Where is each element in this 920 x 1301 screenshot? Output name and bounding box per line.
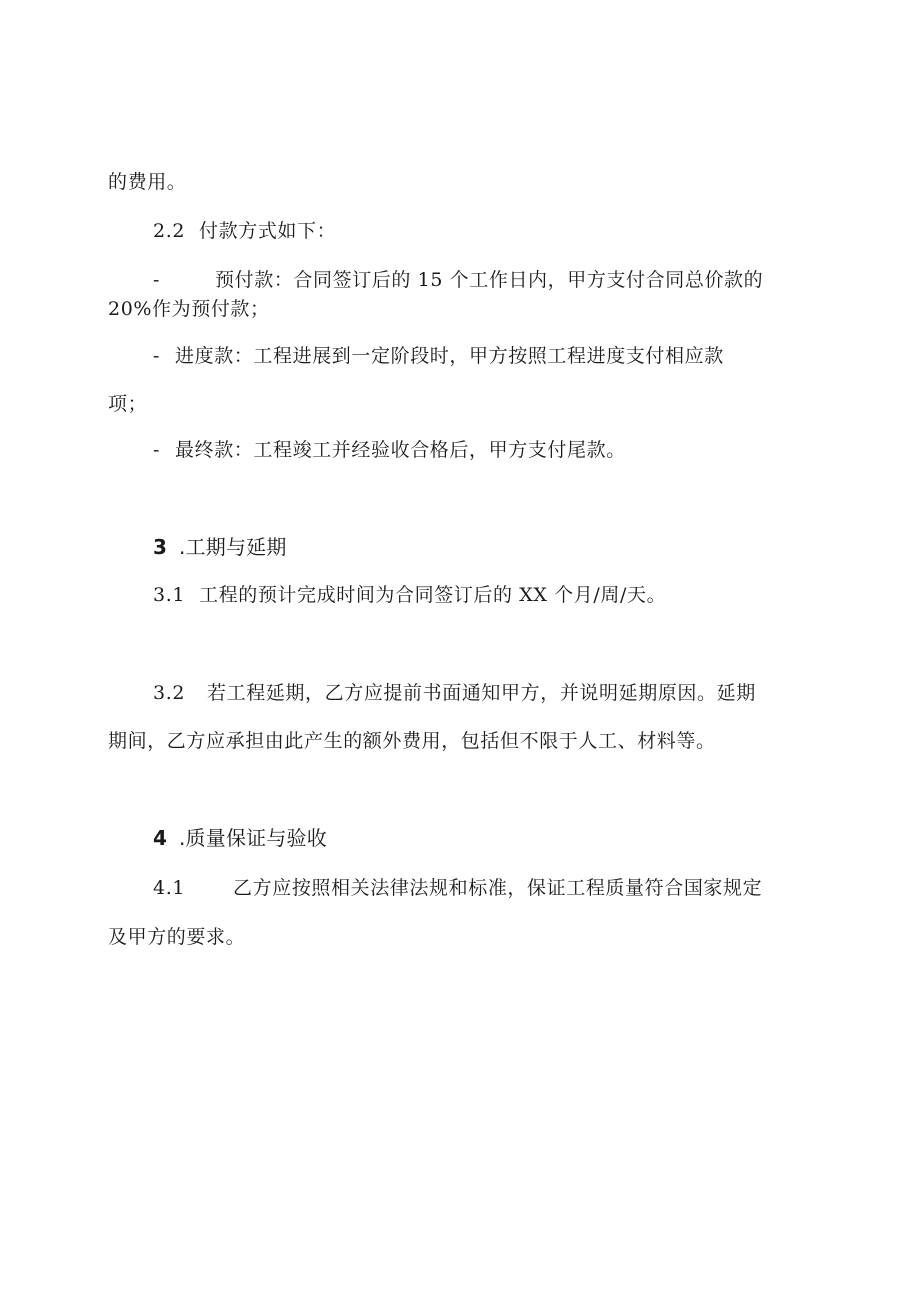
clause-4-1 [153, 876, 762, 900]
list-item-text: 预付款：合同签订后的 15 个工作日内，甲方支付合同总价款的 [215, 269, 764, 291]
clause-text: 工程的预计完成时间为合同签订后的 XX 个月/周/天。 [199, 584, 667, 606]
list-item-text: 项； [108, 393, 148, 415]
paragraph-text: 的费用。 [108, 171, 187, 193]
list-item-progress-payment [153, 344, 724, 368]
clause-2-2 [153, 219, 336, 243]
clause-3-2 [153, 681, 756, 705]
clause-3-1 [153, 583, 666, 607]
paragraph-continuation [108, 170, 186, 194]
list-item-text: 最终款：工程竣工并经验收合格后，甲方支付尾款。 [175, 439, 626, 461]
heading-number: 3 [153, 535, 168, 559]
clause-text: 期间，乙方应承担由此产生的额外费用，包括但不限于人工、材料等。 [108, 730, 716, 752]
clause-text: 乙方应按照相关法律法规和标准，保证工程质量符合国家规定 [233, 877, 763, 899]
heading-text: .工期与延期 [179, 535, 287, 559]
clause-number: 4.1 [153, 877, 186, 899]
clause-3-2-cont [108, 729, 716, 753]
clause-number: 3.2 [153, 682, 186, 704]
section-heading-3 [153, 535, 287, 559]
list-item-final-payment [153, 438, 626, 462]
clause-text: 及甲方的要求。 [108, 926, 246, 948]
list-bullet: - [153, 439, 161, 461]
clause-number: 3.1 [153, 584, 186, 606]
heading-text: .质量保证与验收 [179, 826, 327, 850]
clause-text: 若工程延期，乙方应提前书面通知甲方，并说明延期原因。延期 [207, 682, 756, 704]
list-item-advance-payment [153, 268, 763, 292]
clause-4-1-cont [108, 925, 245, 949]
list-bullet: - [153, 345, 161, 367]
list-item-progress-payment-cont [108, 392, 147, 416]
section-heading-4 [153, 826, 327, 850]
list-item-text: 20%作为预付款； [108, 298, 270, 320]
clause-text: 付款方式如下： [199, 220, 337, 242]
list-bullet: - [153, 269, 161, 291]
list-item-advance-payment-cont [108, 297, 270, 321]
clause-number: 2.2 [153, 220, 186, 242]
list-item-text: 进度款：工程进展到一定阶段时，甲方按照工程进度支付相应款 [175, 345, 724, 367]
heading-number: 4 [153, 826, 168, 850]
